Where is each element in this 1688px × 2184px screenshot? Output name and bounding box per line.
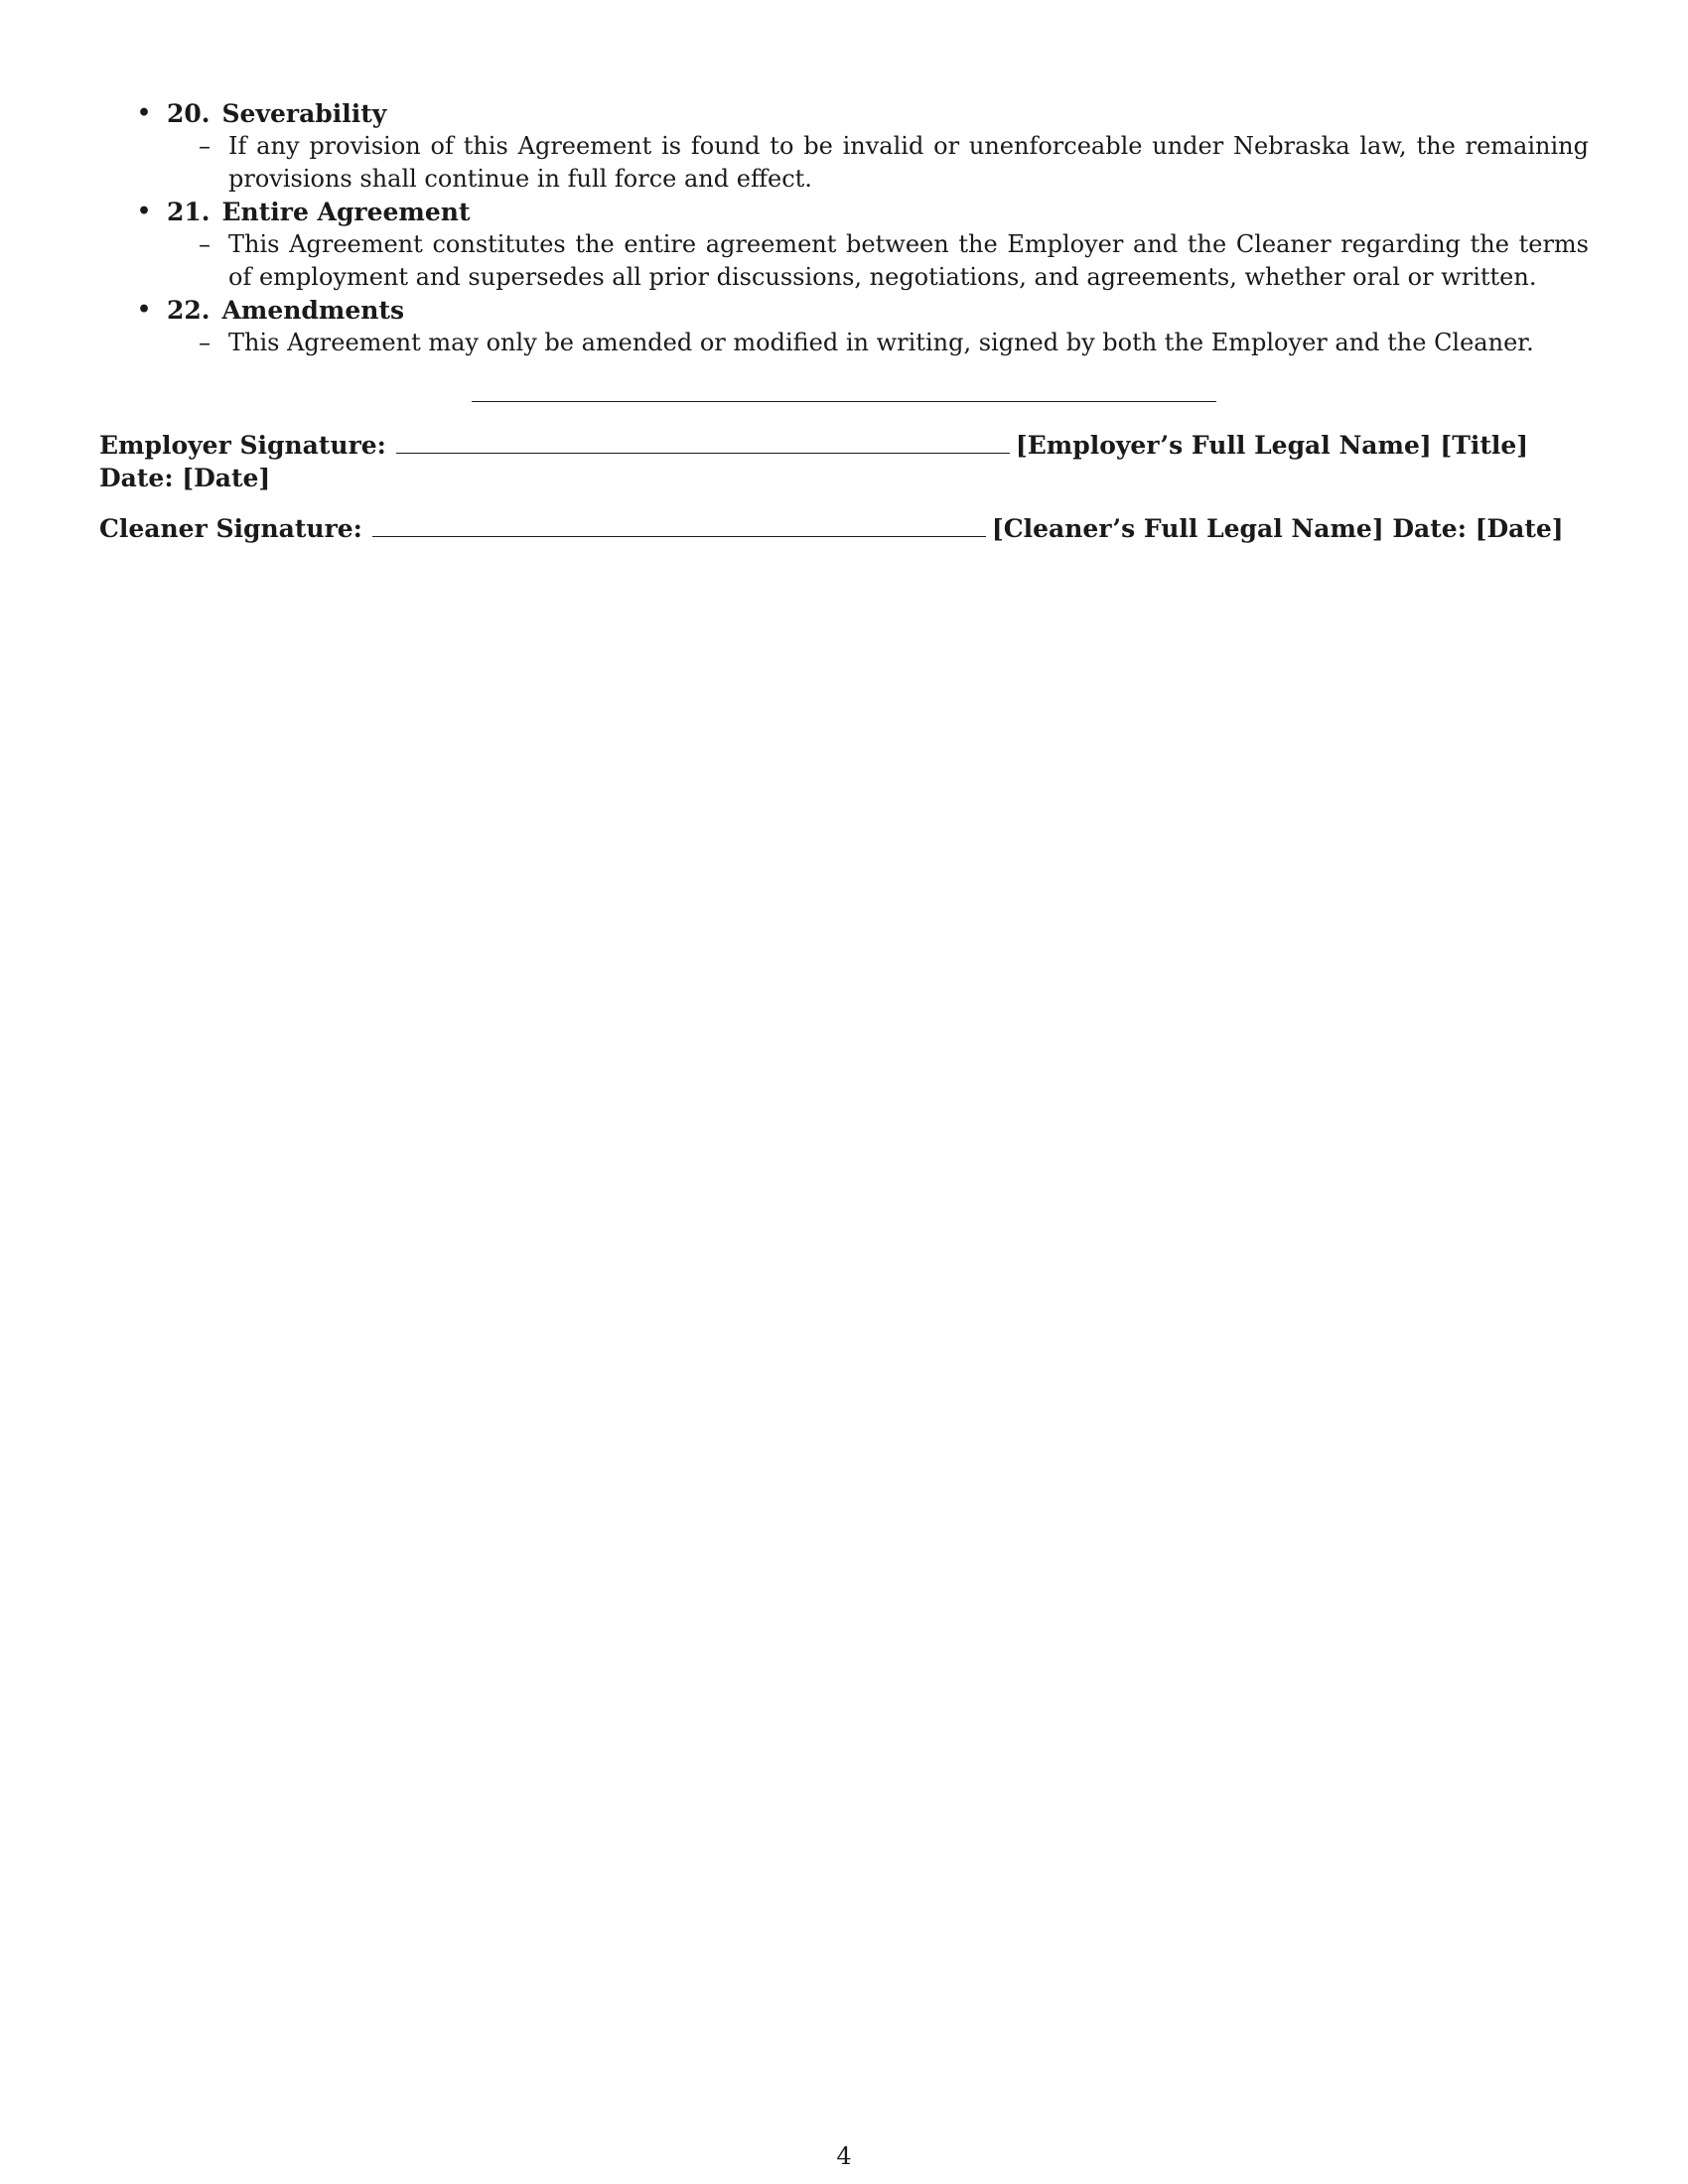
section-amendments (99, 294, 1589, 359)
page-number: 4 (836, 2142, 852, 2170)
bullet-icon: • (137, 297, 152, 323)
employer-name-title-date: [Employer’s Full Legal Name] [Title] Date: [Date] (99, 431, 1529, 492)
employer-signature-block (99, 429, 1589, 494)
section-number: 22. (167, 296, 211, 325)
section-number: 21. (167, 198, 211, 226)
section-item (99, 327, 1589, 359)
section-item (99, 228, 1589, 294)
dash-icon: – (199, 329, 211, 356)
document-page (99, 97, 1589, 543)
section-heading (99, 294, 1589, 327)
bullet-icon: • (137, 199, 152, 224)
section-number: 20. (167, 99, 211, 128)
dash-icon: – (199, 132, 211, 160)
section-title: Amendments (221, 296, 405, 325)
horizontal-divider (472, 401, 1216, 402)
employer-signature-label: Employer Signature: (99, 431, 386, 460)
section-item-text: If any provision of this Agreement is found to be invalid or unenforceable under Nebraska law, the remaining provisions shall continue in full force and effect. (228, 132, 1589, 193)
section-item (99, 130, 1589, 196)
section-heading (99, 97, 1589, 130)
cleaner-signature-block (99, 512, 1589, 545)
cleaner-name-date: [Cleaner’s Full Legal Name] Date: [Date] (991, 514, 1564, 543)
section-entire-agreement (99, 196, 1589, 294)
section-item-text: This Agreement may only be amended or modified in writing, signed by both the Employer and the Cleaner. (228, 329, 1534, 356)
section-title: Entire Agreement (221, 198, 471, 226)
section-title: Severability (221, 99, 387, 128)
section-heading (99, 196, 1589, 228)
cleaner-signature-label: Cleaner Signature: (99, 514, 362, 543)
section-severability (99, 97, 1589, 196)
dash-icon: – (199, 230, 211, 258)
cleaner-signature-line (372, 514, 986, 537)
section-item-text: This Agreement constitutes the entire agreement between the Employer and the Cleaner regarding the terms of employment and supersedes all prior discussions, negotiations, and agreements, whether oral or written. (228, 230, 1589, 291)
employer-signature-line (396, 431, 1010, 454)
bullet-icon: • (137, 100, 152, 126)
